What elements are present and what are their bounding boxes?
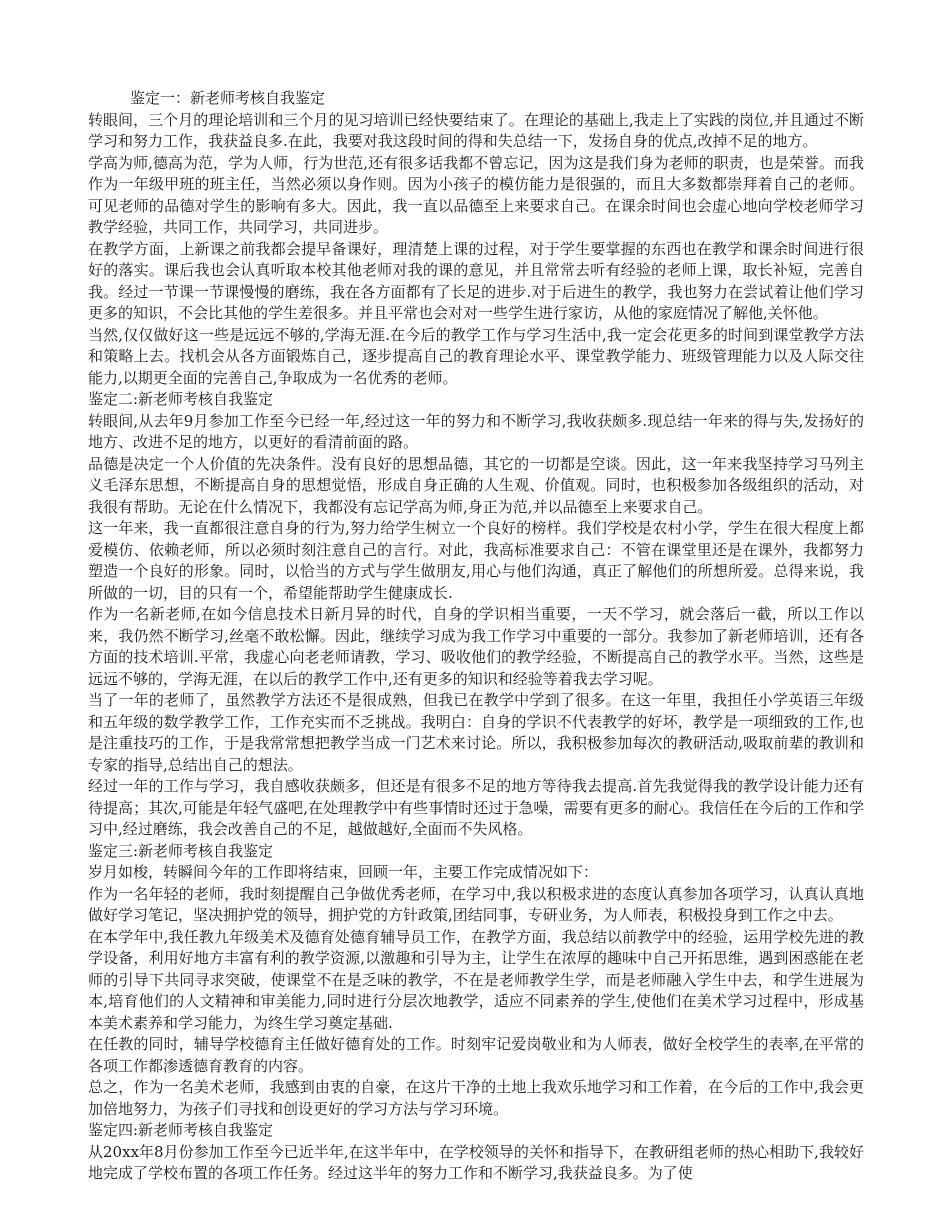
- paragraph: 岁月如梭，转瞬间今年的工作即将结束，回顾一年，主要工作完成情况如下：: [88, 863, 599, 881]
- paragraph: 当然,仅仅做好这一些是远远不够的,学海无涯.在今后的教学工作与学习生活中,我一定会花更多的时间到课堂教学方法和策略上去。找机会从各方面锻炼自己，逐步提高自己的教育理论水平、课堂教学能力、班级管理能力以及人际交往能力,以期更全面的完善自己,争取成为一名优秀的老师。: [88, 325, 864, 387]
- appraisal-section-1: [88, 110, 864, 390]
- section-heading: 鉴定二:新老师考核自我鉴定: [88, 390, 274, 408]
- section-heading: 鉴定四:新老师考核自我鉴定: [88, 1121, 274, 1139]
- paragraph: 学高为师,德高为范，学为人师，行为世范,还有很多话我都不曾忘记，因为这是我们身为老师的职责，也是荣誉。而我作为一年级甲班的班主任，当然必须以身作则。因为小孩子的模仿能力是很强的，而且大多数都崇拜着自己的老师。可见老师的品德对学生的影响有多大。因此，我一直以品德至上来要求自己。在课余时间也会虚心地向学校老师学习教学经验，共同工作，共同学习，共同进步。: [88, 153, 864, 236]
- paragraph: 在本学年中,我任教九年级美术及德育处德育辅导员工作，在教学方面，我总结以前教学中的经验，运用学校先进的教学设备，利用好地方丰富有利的教学资源,以激趣和引导为主，让学生在浓厚的趣味中自己开拓思维，遇到困惑能在老师的引导下共同寻求突破，使课堂不在是乏味的教学，不在是老师教学生学，而是老师融入学生中去，和学生进展为本,培育他们的人文精神和审美能力,同时进行分层次地教学，适应不同素养的学生,使他们在美术学习过程中，形成基本美术素养和学习能力，为终生学习奠定基础.: [88, 927, 864, 1032]
- paragraph: 在教学方面，上新课之前我都会提早备课好，理清楚上课的过程，对于学生要掌握的东西也在教学和课余时间进行很好的落实。课后我也会认真听取本校其他老师对我的课的意见，并且常常去听有经验的老师上课，取长补短，完善自我。经过一节课一节课慢慢的磨练，我在各方面都有了长足的进步.对于后进生的教学，我也努力在尝试着让他们学习更多的知识，不会比其他的学生差很多。并且平常也会对对一些学生进行家访，从他的家庭情况了解他,关怀他。: [88, 239, 864, 322]
- appraisal-section-3: [88, 841, 864, 1121]
- paragraph: 这一年来，我一直都很注意自身的行为,努力给学生树立一个良好的榜样。我们学校是农村小学，学生在很大程度上都爱模仿、依赖老师，所以必须时刻注意自己的言行。对此，我高标准要求自己：不管在课堂里还是在课外，我都努力塑造一个良好的形象。同时，以恰当的方式与学生做朋友,用心与他们沟通，真正了解他们的所想所爱。总得来说，我所做的一切，目的只有一个，希望能帮助学生健康成长.: [88, 519, 864, 602]
- paragraph: 从20xx年8月份参加工作至今已近半年,在这半年中，在学校领导的关怀和指导下，在教研组老师的热心相助下,我较好地完成了学校布置的各项工作任务。经过这半年的努力工作和不断学习,我获益良多。为了使: [88, 1142, 864, 1182]
- paragraph: 在任教的同时，辅导学校德育主任做好德育处的工作。时刻牢记爱岗敬业和为人师表，做好全校学生的表率,在平常的各项工作都渗透德育教育的内容。: [88, 1035, 864, 1075]
- paragraph: 作为一名年轻的老师，我时刻提醒自己争做优秀老师，在学习中,我以积极求进的态度认真参加各项学习，认真认真地做好学习笔记，坚决拥护党的领导，拥护党的方针政策,团结同事，专研业务，为人师表，积极投身到工作之中去。: [88, 884, 864, 924]
- paragraph: 总之，作为一名美术老师，我感到由衷的自豪，在这片干净的土地上我欢乐地学习和工作着，在今后的工作中,我会更加倍地努力，为孩子们寻找和创设更好的学习方法与学习环境。: [88, 1078, 864, 1118]
- paragraph: 品德是决定一个人价值的先决条件。没有良好的思想品德，其它的一切都是空谈。因此，这一年来我坚持学习马列主义毛泽东思想，不断提高自身的思想觉悟，形成自身正确的人生观、价值观。同时，也积极参加各级组织的活动，对我很有帮助。无论在什么情况下，我都没有忘记学高为师,身正为范,并以品德至上来要求自己。: [88, 454, 864, 516]
- document-title: 鉴定一：新老师考核自我鉴定: [130, 89, 326, 107]
- document-page: [88, 88, 864, 1185]
- paragraph: 经过一年的工作与学习，我自感收获颇多，但还是有很多不足的地方等待我去提高.首先我觉得我的教学设计能力还有待提高；其次,可能是年轻气盛吧,在处理教学中有些事情时还过于急噪，需要有更多的耐心。我信任在今后的工作和学习中,经过磨练，我会改善自己的不足，越做越好,全面而不失风格。: [88, 777, 864, 838]
- appraisal-section-2: [88, 389, 864, 841]
- paragraph: 转眼间，三个月的理论培训和三个月的见习培训已经快要结束了。在理论的基础上,我走上了实践的岗位,并且通过不断学习和努力工作，我获益良多.在此，我要对我这段时间的得和失总结一下，发扬自身的优点,改掉不足的地方。: [88, 110, 864, 150]
- paragraph: 当了一年的老师了，虽然教学方法还不是很成熟，但我已在教学中学到了很多。在这一年里，我担任小学英语三年级和五年级的数学教学工作，工作充实而不乏挑战。我明白：自身的学识不代表教学的好坏，教学是一项细致的工作,也是注重技巧的工作，于是我常常想把教学当成一门艺术来讨论。所以，我积极参加每次的教研活动,吸取前辈的教训和专家的指导,总结出自己的想法。: [88, 691, 864, 774]
- section-heading: 鉴定三:新老师考核自我鉴定: [88, 841, 274, 860]
- appraisal-section-4: [88, 1120, 864, 1185]
- paragraph: 转眼间,从去年9月参加工作至今已经一年,经过这一年的努力和不断学习,我收获颇多.现总结一年来的得与失,发扬好的地方、改进不足的地方，以更好的看清前面的路。: [88, 411, 864, 451]
- paragraph: 作为一名新老师,在如今信息技术日新月异的时代，自身的学识相当重要，一天不学习，就会落后一截，所以工作以来，我仍然不断学习,丝毫不敢松懈。因此，继续学习成为我工作学习中重要的一部分。我参加了新老师培训，还有各方面的技术培训.平常，我虚心向老老师请教，学习、吸收他们的教学经验，不断提高自己的教学水平。当然，这些是远远不够的，学海无涯，在以后的教学工作中,还有更多的知识和经验等着我去学习呢。: [88, 605, 864, 688]
